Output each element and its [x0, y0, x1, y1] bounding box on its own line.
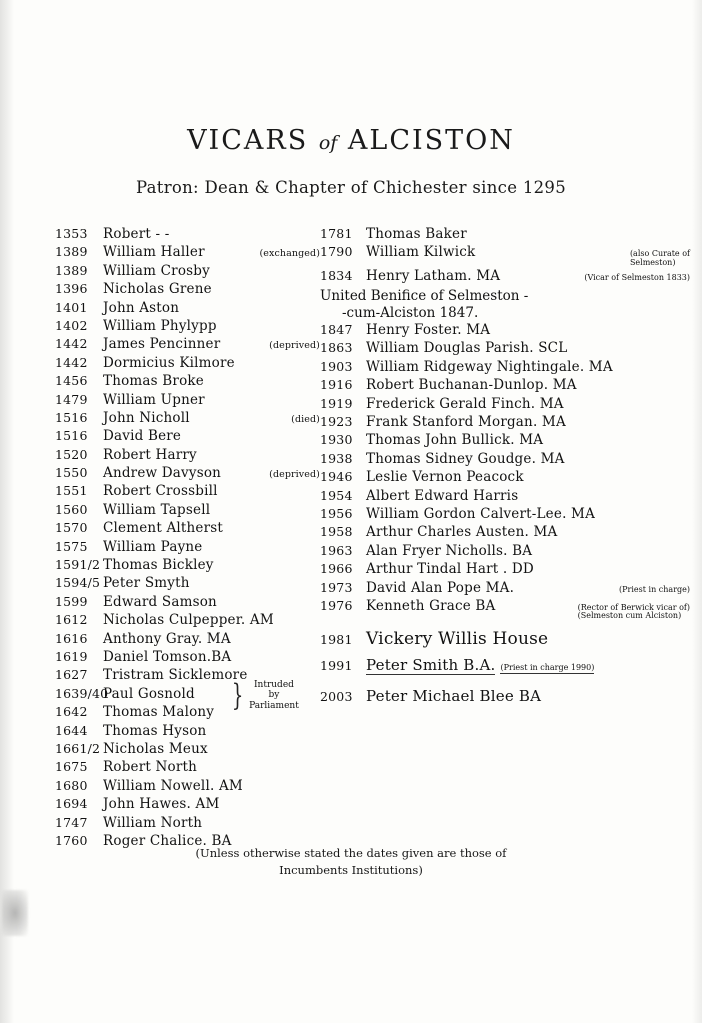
entry-name: Peter Michael Blee BA — [366, 686, 542, 705]
page-footnote — [0, 845, 702, 878]
list-item — [320, 324, 690, 340]
list-item — [320, 450, 690, 469]
benefice-line-1: United Benifice of Selmeston - — [320, 287, 529, 304]
list-item — [320, 342, 690, 358]
entry-name: David Bere — [103, 428, 182, 445]
entry-name: Arthur Tindal Hart . DD — [366, 561, 534, 578]
entry-note: (deprived) — [269, 340, 320, 352]
entry-year: 1639/40 — [55, 685, 109, 701]
annotation-line-1: Intruded — [253, 680, 294, 690]
list-item — [320, 508, 690, 524]
entry-year: 1550 — [55, 465, 88, 481]
entry-note-line-1: (also Curate of — [629, 249, 690, 259]
entry-year: 1954 — [320, 487, 353, 503]
entry-name: David Alan Pope MA. — [366, 579, 515, 596]
entry-name: William Nowell. AM — [103, 777, 243, 794]
list-item — [55, 228, 320, 244]
entry-name: Frederick Gerald Finch. MA — [366, 395, 564, 412]
entry-year: 1551 — [55, 483, 88, 499]
entry-year: 1642 — [55, 704, 88, 720]
entry-name: Henry Foster. MA — [366, 322, 491, 339]
entry-name: Vickery Willis House — [366, 628, 549, 649]
entry-year: 1747 — [55, 814, 88, 830]
entry-name: Dormicius Kilmore — [103, 354, 235, 371]
entry-name: William Haller — [103, 244, 205, 261]
entry-year: 1516 — [55, 409, 88, 425]
entry-name: Thomas Malony — [103, 704, 215, 721]
entry-year: 1760 — [55, 832, 88, 848]
list-item — [55, 538, 320, 557]
entry-name: Robert Harry — [103, 446, 197, 463]
entry-year: 1966 — [320, 561, 353, 577]
entry-year: 1401 — [55, 299, 88, 315]
entry-year: 1560 — [55, 501, 88, 517]
entry-year: 1661/2 — [55, 740, 101, 756]
list-item — [320, 379, 690, 395]
entry-year: 1570 — [55, 520, 88, 536]
list-item — [55, 317, 320, 336]
entry-name: William Douglas Parish. SCL — [366, 340, 568, 357]
list-item — [55, 648, 320, 667]
entry-year: 1680 — [55, 777, 88, 793]
left-column — [55, 228, 320, 853]
page-smudge — [2, 890, 28, 936]
entry-year: 1973 — [320, 579, 353, 595]
page-title — [0, 125, 702, 156]
list-item — [55, 446, 320, 465]
list-item — [320, 542, 690, 561]
list-item — [320, 526, 690, 542]
entry-year: 1396 — [55, 281, 88, 297]
entry-name: Thomas Broke — [103, 373, 204, 390]
entry-year: 1991 — [320, 657, 353, 673]
entry-name: Peter Smith B.A. — [366, 655, 496, 674]
entry-year: 1923 — [320, 414, 353, 430]
entry-name: William Kilwick — [366, 244, 476, 261]
list-item — [55, 391, 320, 410]
entry-year: 1389 — [55, 244, 88, 260]
list-item — [55, 375, 320, 391]
entry-name: James Pencinner — [103, 336, 221, 353]
list-item — [55, 777, 320, 796]
entry-name: William Crosby — [103, 262, 210, 279]
entry-name: Thomas Hyson — [103, 722, 207, 739]
list-item — [55, 338, 320, 354]
entry-year: 1442 — [55, 336, 88, 352]
entry-name: John Hawes. AM — [103, 796, 220, 813]
list-item — [55, 559, 320, 575]
entry-name: Robert North — [103, 759, 198, 776]
entry-year: 1930 — [320, 432, 353, 448]
list-item — [320, 471, 690, 487]
entry-name: Paul Gosnold — [103, 685, 195, 702]
list-item — [55, 501, 320, 520]
entry-name: Thomas Sidney Goudge. MA — [366, 450, 565, 467]
list-item — [55, 485, 320, 501]
entry-year: 1981 — [320, 631, 353, 647]
list-item — [320, 246, 690, 267]
entry-name: Nicholas Meux — [103, 740, 208, 757]
entry-name: William Ridgeway Nightingale. MA — [366, 358, 613, 375]
entry-name: Roger Chalice. BA — [103, 832, 232, 849]
entry-name: Nicholas Culpepper. AM — [103, 612, 274, 629]
title-main: VICARS — [187, 125, 309, 156]
entry-note: (deprived) — [269, 469, 320, 481]
entry-note — [630, 250, 690, 267]
page-subtitle: Patron: Dean & Chapter of Chichester since 1295 — [135, 178, 567, 197]
list-item — [320, 267, 690, 286]
footnote-line-2: Incumbents Institutions) — [279, 862, 423, 877]
entry-name: Tristram Sicklemore — [103, 667, 248, 684]
entry-year: 1956 — [320, 506, 353, 521]
entry-year: 1389 — [55, 262, 88, 278]
entry-year: 1520 — [55, 446, 88, 462]
list-item — [55, 577, 320, 593]
list-item — [55, 798, 320, 814]
entry-year: 1353 — [55, 226, 88, 241]
list-item — [320, 686, 690, 705]
list-item — [55, 722, 320, 741]
list-item — [55, 814, 320, 833]
annotation-line-3: Parliament — [249, 700, 299, 711]
list-item — [320, 563, 690, 579]
entry-name: John Aston — [103, 299, 180, 316]
entry-year: 1958 — [320, 524, 353, 540]
entry-name: William Upner — [103, 391, 205, 408]
intruded-annotation — [228, 677, 299, 713]
right-column — [320, 228, 690, 711]
entry-note: (died) — [291, 413, 320, 425]
list-item — [55, 593, 320, 612]
entry-year: 1479 — [55, 391, 88, 407]
title-place: ALCISTON — [347, 125, 515, 156]
entry-note: (exchanged) — [259, 248, 320, 260]
entry-name: Clement Altherst — [103, 520, 224, 537]
intruded-annotation-text — [249, 680, 299, 711]
entry-name: Leslie Vernon Peacock — [366, 469, 524, 486]
entry-year: 2003 — [320, 688, 353, 704]
list-item — [55, 740, 320, 759]
entry-name: John Nicholl — [103, 409, 190, 426]
list-item — [55, 614, 320, 630]
entry-name: Thomas Bickley — [103, 557, 214, 574]
entry-year: 1599 — [55, 593, 88, 609]
entry-year: 1694 — [55, 796, 88, 812]
list-item — [55, 467, 320, 483]
list-item — [55, 354, 320, 373]
entry-name: William North — [103, 814, 203, 831]
list-item — [55, 522, 320, 538]
entry-year: 1627 — [55, 667, 88, 683]
entry-name: Anthony Gray. MA — [103, 630, 231, 647]
list-item — [55, 630, 320, 649]
list-item — [55, 262, 320, 281]
entry-note-line-2: Selmeston) — [629, 257, 676, 267]
entry-name: William Phylypp — [103, 317, 217, 334]
entry-note: (Priest in charge 1990) — [500, 664, 594, 674]
entry-year: 1594/5 — [55, 575, 101, 591]
entry-name: Albert Edward Harris — [366, 487, 519, 504]
entry-year: 1963 — [320, 542, 353, 558]
list-item — [320, 434, 690, 450]
list-item — [55, 283, 320, 299]
entry-year: 1863 — [320, 340, 353, 356]
entry-year: 1619 — [55, 648, 88, 664]
entry-name: William Gordon Calvert-Lee. MA — [366, 506, 596, 522]
entry-year: 1976 — [320, 597, 353, 613]
entry-year: 1575 — [55, 538, 88, 554]
entry-year: 1834 — [320, 267, 353, 283]
entry-name: Nicholas Grene — [103, 281, 212, 298]
entry-year: 1790 — [320, 244, 353, 260]
entry-name: Kenneth Grace BA — [366, 597, 496, 614]
vicars-list — [0, 226, 702, 849]
entry-name: William Payne — [103, 538, 203, 555]
list-item — [320, 358, 690, 377]
entry-year: 1442 — [55, 354, 88, 370]
entry-year: 1402 — [55, 317, 88, 333]
entry-year: 1781 — [320, 226, 353, 241]
entry-note: (Vicar of Selmeston 1833) — [584, 272, 690, 282]
entry-name: Arthur Charles Austen. MA — [366, 524, 558, 541]
entry-year: 1644 — [55, 722, 88, 738]
entry-note — [578, 604, 690, 621]
entry-name: Frank Stanford Morgan. MA — [366, 414, 566, 431]
list-item — [320, 628, 690, 649]
list-item — [320, 395, 690, 414]
entry-note: (Priest in charge) — [619, 584, 690, 594]
list-item — [55, 430, 320, 446]
entry-note-line-2: (Selmeston cum Alciston) — [577, 611, 682, 621]
entry-name: Robert Buchanan-Dunlop. MA — [366, 377, 577, 394]
entry-year: 1916 — [320, 377, 353, 393]
entry-year: 1938 — [320, 450, 353, 466]
entry-note-line-1: (Rector of Berwick vicar of) — [577, 602, 690, 612]
list-item — [320, 228, 690, 244]
entry-name: Andrew Davyson — [103, 465, 222, 482]
entry-name: Peter Smyth — [103, 575, 190, 592]
entry-year: 1847 — [320, 322, 353, 338]
entry-name: Alan Fryer Nicholls. BA — [366, 542, 533, 559]
list-item — [55, 761, 320, 777]
entry-name: Henry Latham. MA — [366, 267, 501, 284]
entry-name: Thomas Baker — [366, 226, 467, 242]
list-item — [320, 416, 690, 432]
list-item — [320, 597, 690, 621]
entry-name: Edward Samson — [103, 593, 217, 610]
benefice-line-2: -cum-Alciston 1847. — [342, 304, 479, 321]
list-item — [55, 299, 320, 318]
benefice-note — [320, 288, 690, 322]
entry-name: Robert - - — [103, 226, 170, 242]
entry-year: 1516 — [55, 428, 88, 444]
list-item — [55, 246, 320, 262]
entry-year: 1675 — [55, 759, 88, 775]
footnote-line-1: (Unless otherwise stated the dates given are those of — [195, 846, 507, 860]
brace-glyph: } — [231, 677, 244, 713]
entry-year: 1612 — [55, 612, 88, 628]
entry-name: Thomas John Bullick. MA — [366, 432, 544, 449]
list-item — [55, 409, 320, 428]
entry-name: Daniel Tomson.BA — [103, 648, 232, 665]
annotation-line-2: by — [268, 690, 280, 701]
entry-year: 1456 — [55, 373, 88, 389]
entry-name: William Tapsell — [103, 501, 211, 518]
entry-year: 1903 — [320, 358, 353, 374]
entry-name: Robert Crossbill — [103, 483, 218, 500]
list-item — [320, 579, 690, 598]
title-of: of — [318, 132, 338, 154]
entry-year: 1591/2 — [55, 557, 101, 573]
entry-year: 1616 — [55, 630, 88, 646]
list-item — [320, 655, 690, 675]
entry-year: 1946 — [320, 469, 353, 485]
entry-year: 1919 — [320, 395, 353, 411]
list-item — [320, 487, 690, 506]
